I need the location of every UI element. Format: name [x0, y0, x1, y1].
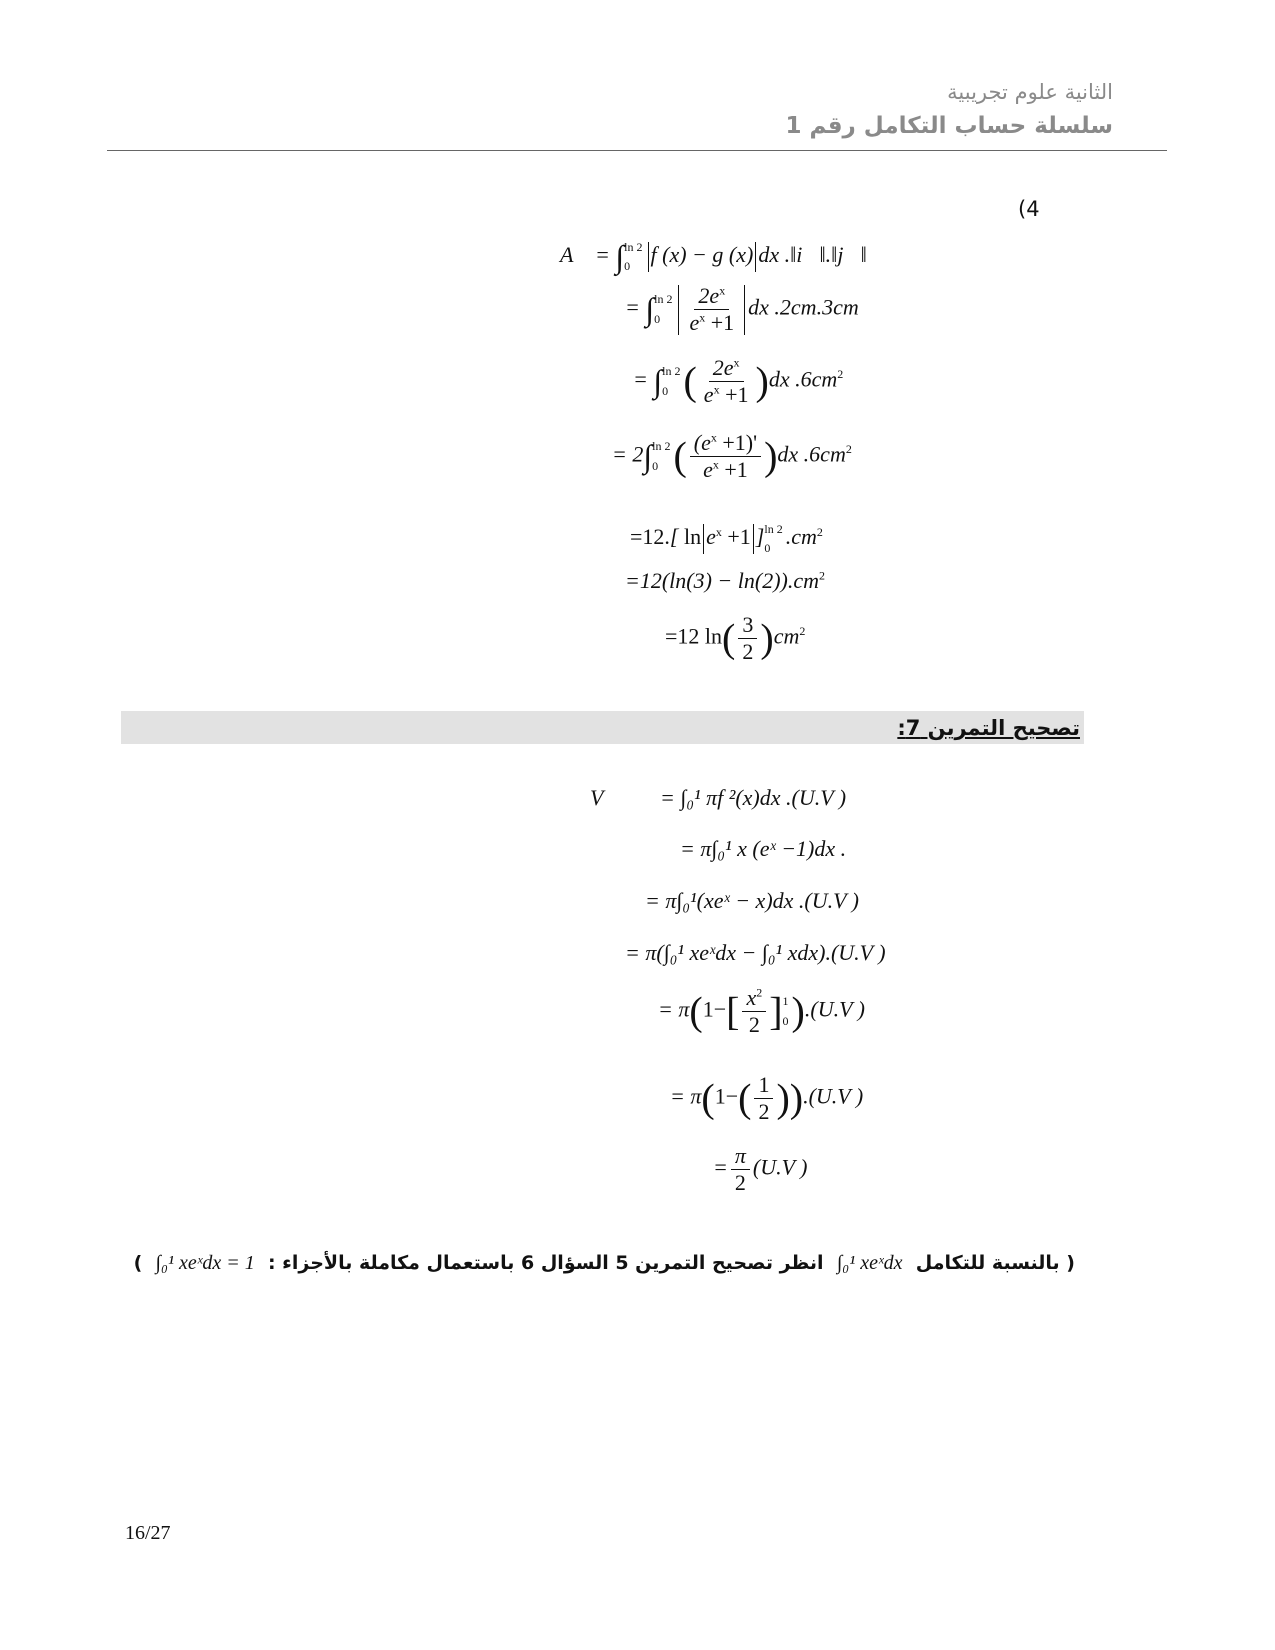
volume-equation-line-4: = π(∫₀¹ xeˣdx − ∫₀¹ xdx).(U.V ) [625, 940, 886, 965]
page-number: 16/27 [125, 1522, 171, 1544]
volume-lhs: V [590, 785, 604, 810]
area-lhs: A [560, 242, 574, 268]
volume-equation-line-7: = $\frac{\pi}{2}$ (U.V ) [713, 1143, 808, 1195]
area-fraction: $\frac{2e^x}{e^x +1}$ [689, 283, 735, 335]
volume-equation-line-2: = π∫₀¹ x (eˣ −1)dx . [680, 836, 847, 861]
area-equation-line-3: = ∫ ln 2 0 ( $\frac{2e^x}{e^x +1}$ )dx $.6cm^2$ [633, 355, 844, 407]
volume-equation-line-3: = π∫₀¹(xeˣ − x)dx .(U.V ) [645, 888, 859, 913]
volume-equation-line-6: = π(1−( $\frac{1}{2}$ )).(U.V ) [670, 1072, 864, 1124]
volume-equation-line-1: = ∫₀¹ πf ²(x)dx .(U.V ) [660, 785, 847, 810]
area-equation-line-2: = ∫ ln 2 0 $\frac{2e^x}{e^x +1}$ dx .2cm.3cm [625, 283, 859, 335]
section-title: تصحيح التمرين 7: [897, 716, 1080, 740]
area-equation-line-7: =12 ln( $\frac{3}{2}$ )$cm^2$ [665, 612, 806, 664]
area-equation-line-5: =12.[ $\ln e^x +1$ ] ln 2 0 $.cm^2$ [630, 522, 823, 556]
header-divider [107, 150, 1167, 151]
header-subtitle: الثانية علوم تجريبية [947, 80, 1113, 104]
area-equation-line-1: A = ∫ ln 2 0 f (x) − g (x) dx .‖i⃗‖.‖j⃗‖ [560, 238, 867, 275]
area-equation-line-4: = 2∫ ln 2 0 ( $\frac{(e^x +1)'}{e^x +1}$ )dx $.6cm^2$ [612, 430, 852, 482]
volume-equation-line-5: = π(1−[ $\frac{x^2}{2}$ ] 1 0 ).(U.V ) [658, 985, 865, 1037]
integral-note: ( بالنسبة للتكامل ∫₀¹ xeˣdx انظر تصحيح التمرين 5 السؤال 6 باستعمال مكاملة بالأجزاء : ∫₀¹ xeˣdx = 1 ) [133, 1252, 1075, 1274]
area-equation-line-6: $=12(\ln(3) - \ln(2)).cm^2$ [625, 568, 826, 593]
question-label: (4 [1018, 197, 1040, 221]
header-title: سلسلة حساب التكامل رقم 1 [785, 113, 1113, 139]
